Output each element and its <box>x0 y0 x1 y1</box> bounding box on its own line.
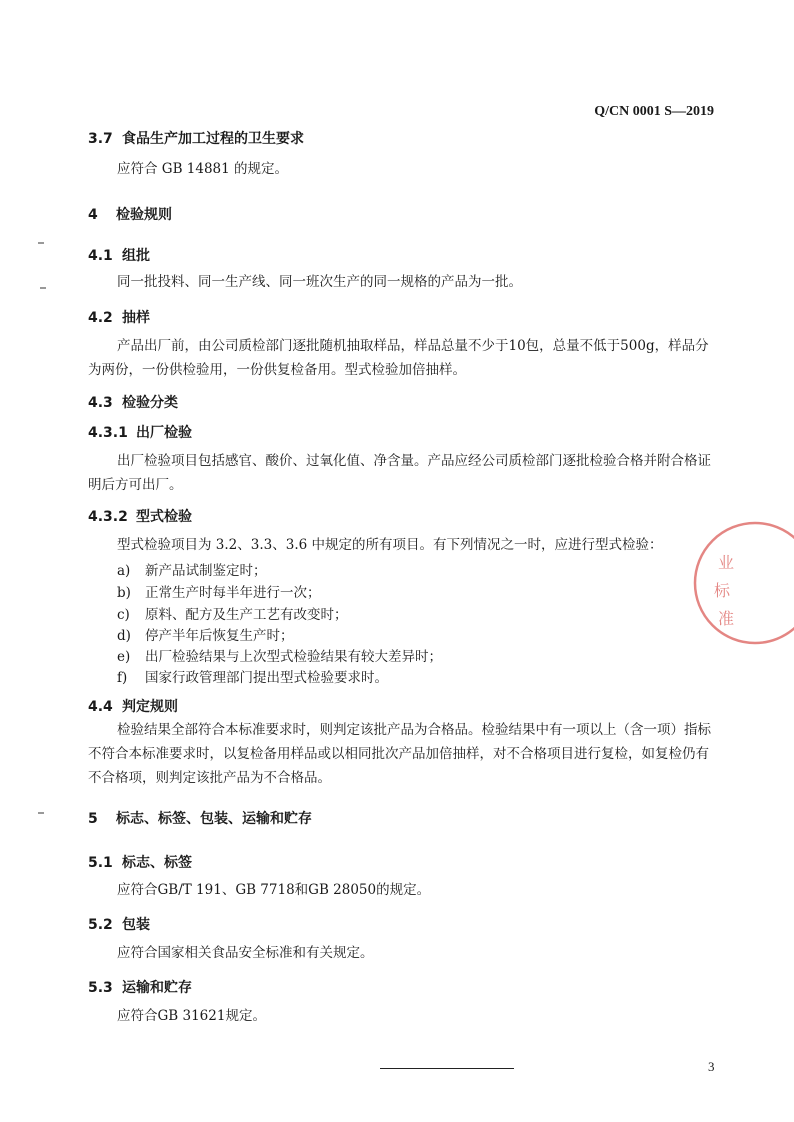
list-marker: d) <box>117 628 131 644</box>
paragraph-4-2: 产品出厂前，由公司质检部门逐批随机抽取样品，样品总量不少于10包，总量不低于500g，样品分为两份，一份供检验用，一份供复检备用。型式检验加倍抽样。 <box>88 338 709 378</box>
list-item <box>117 624 294 644</box>
list-text: 原料、配方及生产工艺有改变时； <box>145 607 348 623</box>
list-marker: b) <box>117 585 131 601</box>
section-title: 运输和贮存 <box>122 980 192 996</box>
scan-mark <box>40 287 46 289</box>
scan-mark <box>38 812 44 814</box>
heading-5-3 <box>88 977 192 997</box>
section-title: 抽样 <box>122 310 150 326</box>
list-marker: a) <box>117 563 131 579</box>
paragraph-5-3: 应符合GB 31621规定。 <box>117 1008 266 1024</box>
list-item <box>117 581 321 601</box>
heading-4 <box>88 204 172 224</box>
heading-5-2 <box>88 914 150 934</box>
section-number: 4.3.1 <box>88 425 128 441</box>
section-number: 4.3.2 <box>88 509 128 525</box>
svg-text:标: 标 <box>714 581 731 600</box>
section-title: 包装 <box>122 917 150 933</box>
section-number: 5.2 <box>88 917 113 933</box>
list-text: 正常生产时每半年进行一次； <box>145 585 321 601</box>
section-title: 食品生产加工过程的卫生要求 <box>122 131 304 147</box>
paragraph-4-4: 检验结果全部符合本标准要求时，则判定该批产品为合格品。检验结果中有一项以上（含一项）指标不符合本标准要求时，以复检备用样品或以相同批次产品加倍抽样，对不合格项目进行复检，如复检仍有不合格项，则判定该批产品为不合格品。 <box>88 722 711 786</box>
section-title: 型式检验 <box>136 509 192 525</box>
seal-stamp <box>690 518 794 648</box>
list-text: 停产半年后恢复生产时； <box>145 628 294 644</box>
list-text: 国家行政管理部门提出型式检验要求时。 <box>145 670 388 686</box>
section-title: 组批 <box>122 248 150 264</box>
list-item <box>117 666 388 686</box>
page-number: 3 <box>708 1059 715 1074</box>
paragraph-4-3-1: 出厂检验项目包括感官、酸价、过氧化值、净含量。产品应经公司质检部门逐批检验合格并附合格证明后方可出厂。 <box>88 453 711 493</box>
list-marker: f) <box>117 670 128 686</box>
section-number: 4.1 <box>88 248 113 264</box>
svg-text:业: 业 <box>718 553 735 572</box>
section-number: 4.2 <box>88 310 113 326</box>
heading-4-3 <box>88 392 178 412</box>
section-number: 4 <box>88 207 98 223</box>
scan-mark <box>38 242 44 244</box>
section-number: 4.3 <box>88 395 113 411</box>
list-item <box>117 603 348 623</box>
svg-text:准: 准 <box>718 609 735 628</box>
heading-5-1 <box>88 852 192 872</box>
list-marker: c) <box>117 607 130 623</box>
heading-3-7 <box>88 128 304 148</box>
section-title: 出厂检验 <box>136 425 192 441</box>
section-title: 标志、标签 <box>122 855 192 871</box>
list-item <box>117 559 267 579</box>
section-number: 5.1 <box>88 855 113 871</box>
paragraph-4-1: 同一批投料、同一生产线、同一班次生产的同一规格的产品为一批。 <box>117 274 522 290</box>
paragraph-5-2: 应符合国家相关食品安全标准和有关规定。 <box>117 945 374 961</box>
section-number: 4.4 <box>88 699 113 715</box>
section-number: 5.3 <box>88 980 113 996</box>
list-marker: e) <box>117 649 131 665</box>
section-title: 标志、标签、包装、运输和贮存 <box>116 811 312 827</box>
footer-rule <box>380 1068 514 1069</box>
list-item <box>117 645 442 665</box>
paragraph-4-3-2: 型式检验项目为 3.2、3.3、3.6 中规定的所有项目。有下列情况之一时，应进行型式检验： <box>117 537 663 553</box>
list-text: 新产品试制鉴定时； <box>145 563 267 579</box>
section-number: 3.7 <box>88 131 113 147</box>
list-text: 出厂检验结果与上次型式检验结果有较大差异时； <box>145 649 442 665</box>
section-title: 检验规则 <box>116 207 172 223</box>
heading-4-2 <box>88 307 150 327</box>
heading-4-4 <box>88 696 178 716</box>
heading-4-3-1 <box>88 422 192 442</box>
document-code: Q/CN 0001 S—2019 <box>594 104 714 119</box>
paragraph-5-1: 应符合GB/T 191、GB 7718和GB 28050的规定。 <box>117 882 431 898</box>
heading-4-3-2 <box>88 506 192 526</box>
paragraph-3-7: 应符合 GB 14881 的规定。 <box>117 161 289 177</box>
section-title: 检验分类 <box>122 395 178 411</box>
heading-5 <box>88 808 312 828</box>
section-title: 判定规则 <box>122 699 178 715</box>
heading-4-1 <box>88 245 150 265</box>
section-number: 5 <box>88 811 98 827</box>
